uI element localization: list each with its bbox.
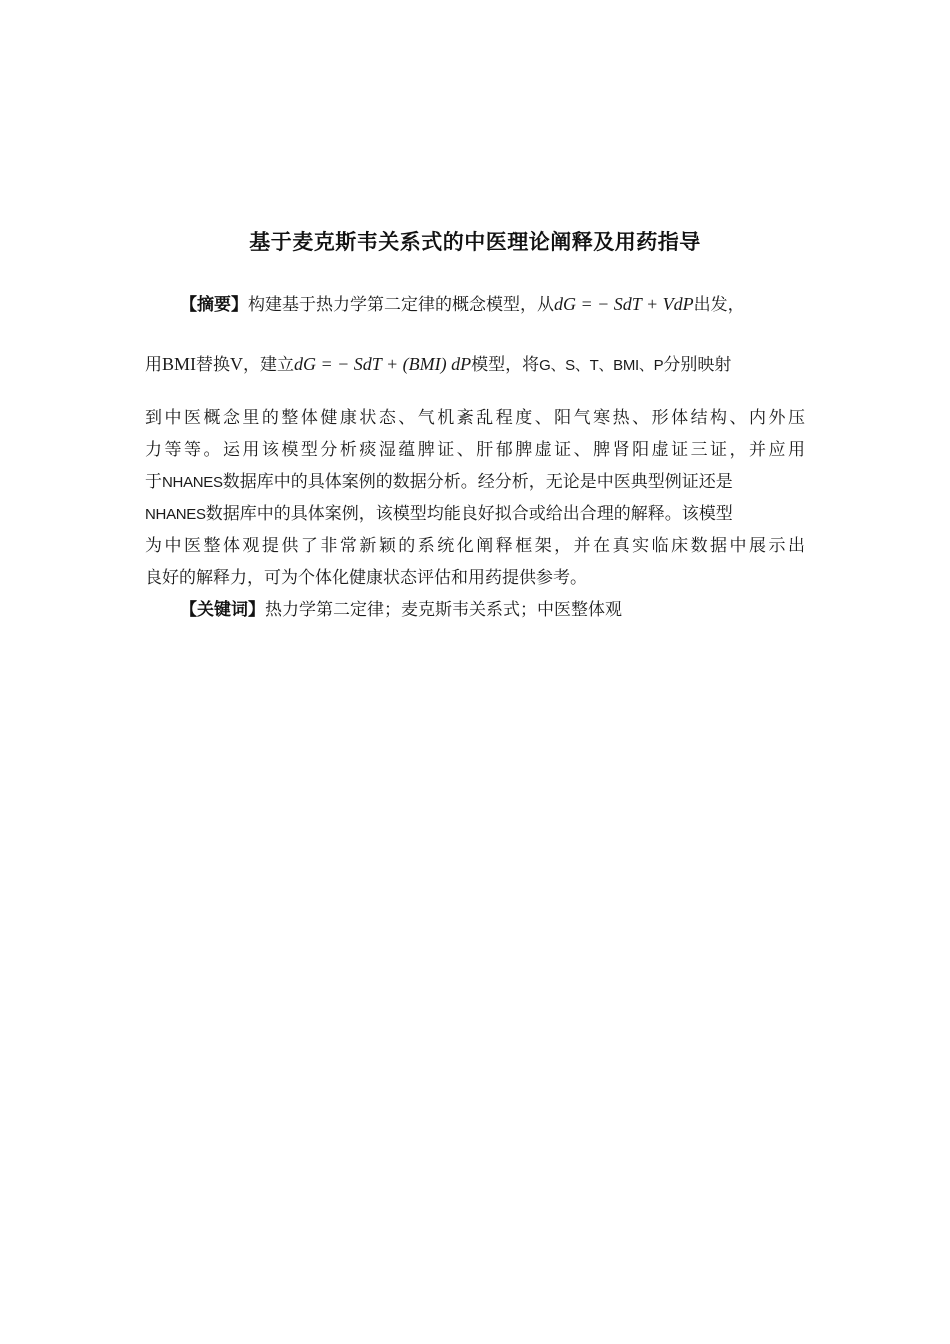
- abstract-line-4: 力等等。运用该模型分析痰湿蕴脾证、肝郁脾虚证、脾肾阳虚证三证，并应用: [145, 440, 805, 460]
- abstract-line-8: 良好的解释力，可为个体化健康状态评估和用药提供参考。: [145, 568, 587, 588]
- abstract-line-6: [145, 502, 805, 527]
- abstract-text: ，建立: [243, 355, 295, 375]
- abstract-term: NHANES: [145, 506, 206, 523]
- abstract-text: 构建基于热力学第二定律的概念模型，从: [248, 295, 554, 315]
- abstract-term: BMI: [162, 354, 197, 374]
- abstract-variables: G、S、T、BMI、P: [539, 357, 664, 374]
- keywords-line: [180, 598, 805, 622]
- abstract-text: 替换: [196, 355, 231, 375]
- abstract-text: 数据库中的具体案例的数据分析。经分析，无论是中医典型例证还是: [222, 472, 733, 492]
- abstract-line-2: [145, 352, 805, 378]
- abstract-text: 分别映射: [663, 355, 732, 375]
- abstract-text: 于: [145, 472, 162, 492]
- abstract-term: V: [230, 354, 244, 374]
- abstract-text: 出发，: [693, 295, 745, 315]
- abstract-line-5: [145, 470, 805, 495]
- keywords-label: 【关键词】: [180, 600, 265, 620]
- abstract-line-3: 到中医概念里的整体健康状态、气机紊乱程度、阳气寒热、形体结构、内外压: [145, 408, 805, 428]
- abstract-line-1: [180, 292, 805, 317]
- formula-gibbs: dG = − SdT + VdP: [554, 294, 694, 314]
- paper-title: 基于麦克斯韦关系式的中医理论阐释及用药指导: [249, 230, 701, 254]
- formula-bmi-model: dG = − SdT + (BMI) dP: [294, 354, 472, 374]
- abstract-label: 【摘要】: [180, 295, 248, 315]
- abstract-text: 数据库中的具体案例，该模型均能良好拟合或给出合理的解释。该模型: [205, 504, 733, 524]
- abstract-term: NHANES: [162, 474, 223, 491]
- abstract-line-7: 为中医整体观提供了非常新颖的系统化阐释框架，并在真实临床数据中展示出: [145, 536, 805, 556]
- keywords-text: 热力学第二定律；麦克斯韦关系式；中医整体观: [265, 600, 622, 620]
- abstract-text: 用: [145, 355, 162, 375]
- abstract-text: 模型，将: [471, 355, 540, 375]
